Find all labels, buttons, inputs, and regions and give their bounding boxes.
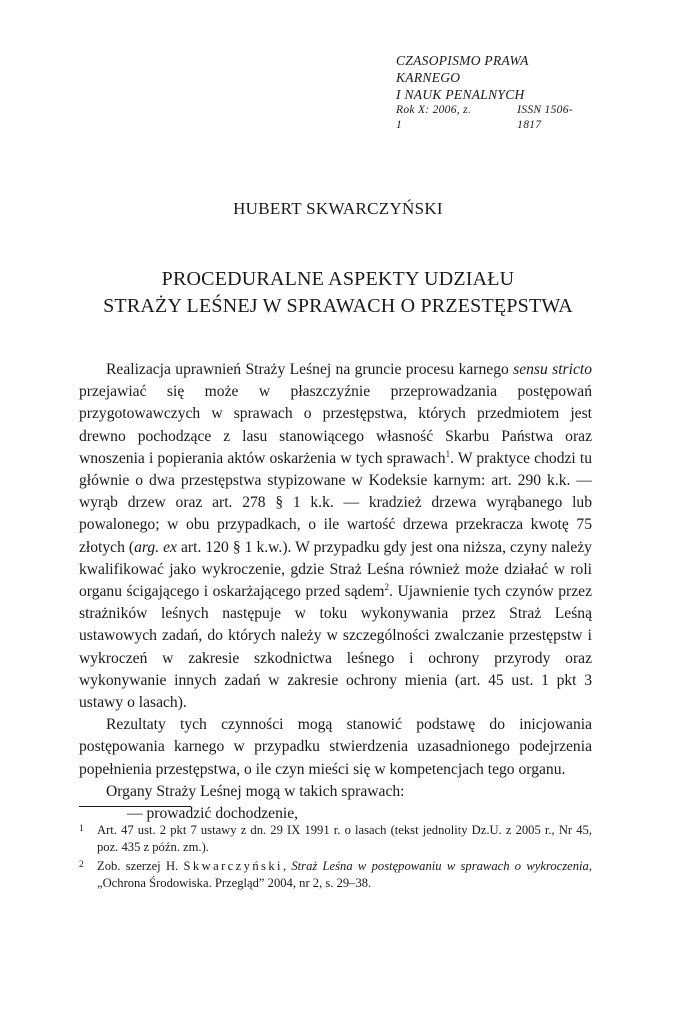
journal-issn: ISSN 1506-1817 [517,104,573,131]
journal-name-line2: I NAUK PENALNYCH [396,87,525,102]
footnote-ref-1[interactable]: 1 [445,448,451,459]
journal-meta [396,103,596,133]
footnote-divider [79,806,191,807]
fn2-post: , „Ochrona Środowiska. Przegląd” 2004, nr 2, s. 29–38. [97,859,593,890]
p1-italic-sensu-stricto: sensu stricto [513,361,592,378]
footnote-number: 1 [79,824,84,834]
journal-volume: Rok X: 2006, z. 1 [396,104,472,131]
paragraph-2: Rezultaty tych czynności mogą stanowić podstawę do inicjowania postępowania karnego w przypadku stwierdzenia uzasadnionego podejrzenia popełnienia przestępstwa, o ile czyn mieści się w kompetencjach tego organu. [79,716,592,778]
title-line2: STRAŻY LEŚNEJ W SPRAWACH O PRZESTĘPSTWA [103,295,573,317]
journal-name-line1: CZASOPISMO PRAWA KARNEGO [396,53,529,85]
p1-text-e: . Ujawnienie tych czynów przez strażników leśnych następuje w toku wykonywania przez Straż Leśną ustawowych zadań, do których należy w szczególności zwalczanie przestępstw i wykroczeń w zakresie szkodnictwa leśnego i ochrony przyrody oraz wykonywanie innych zadań w zakresie ochrony mienia (art. 45 ust. 1 pkt 3 ustawy o lasach). [79,583,593,712]
p1-text-d: art. 120 § 1 k.w.). W przypadku gdy jest ona niższa, czyny należy kwalifikować jako wykroczenie, gdzie Straż Leśna również może działać w roli organu ścigającego i oskarżającego przed sądem [79,538,592,601]
p1-italic-arg-ex: arg. ex [134,538,177,556]
title-line1: PROCEDURALNE ASPEKTY UDZIAŁU [161,268,515,290]
journal-header [396,52,596,133]
footnote-number: 2 [79,860,84,870]
p1-text-b: przejawiać się może w płaszczyźnie przeprowadzania postępowań przygotowawczych w sprawach o przestępstwa, których przedmiotem jest drewno pochodzące z lasu stanowiącego własność Skarbu Państwa oraz wnoszenia i popierania aktów oskarżenia w tych sprawach [79,383,592,467]
footnote-ref-2[interactable]: 2 [384,581,390,592]
paragraph-3: Organy Straży Leśnej mogą w takich sprawach: [106,782,405,800]
paragraph-1 [79,359,592,714]
footnote-text: Art. 47 ust. 2 pkt 7 ustawy z dn. 29 IX 1991 r. o lasach (tekst jednolity Dz.U. z 2005 r., Nr 45, poz. 435 z późn. zm.). [97,823,592,854]
author-name: HUBERT SKWARCZYŃSKI [233,199,443,218]
article-body [79,359,592,825]
footnote-1 [79,822,592,855]
article-title [0,266,676,320]
fn2-work-title: Straż Leśna w postępowaniu w sprawach o wykroczenia [291,859,589,873]
fn2-pre: Zob. szerzej H. [97,859,184,873]
footnote-text [97,858,592,891]
fn2-author: Skwarczyński [183,859,283,873]
p1-text-a: Realizacja uprawnień Straży Leśnej na gruncie procesu karnego [106,361,514,378]
list-item-dochodzenie: — prowadzić dochodzenie, [127,805,299,823]
footnote-2 [79,858,592,891]
fn2-mid: , [282,859,292,873]
footnotes [79,822,592,894]
p1-text-c: . W praktyce chodzi tu głównie o dwa przestępstwa stypizowane w Kodeksie karnym: art. 290 k.k. — wyrąb drzew oraz art. 278 § 1 k.k. — kradzież drzewa wyrąbanego lub powalonego; w obu przypadkach, o ile wartość drzewa przekracza kwotę 75 złotych ( [79,449,592,556]
